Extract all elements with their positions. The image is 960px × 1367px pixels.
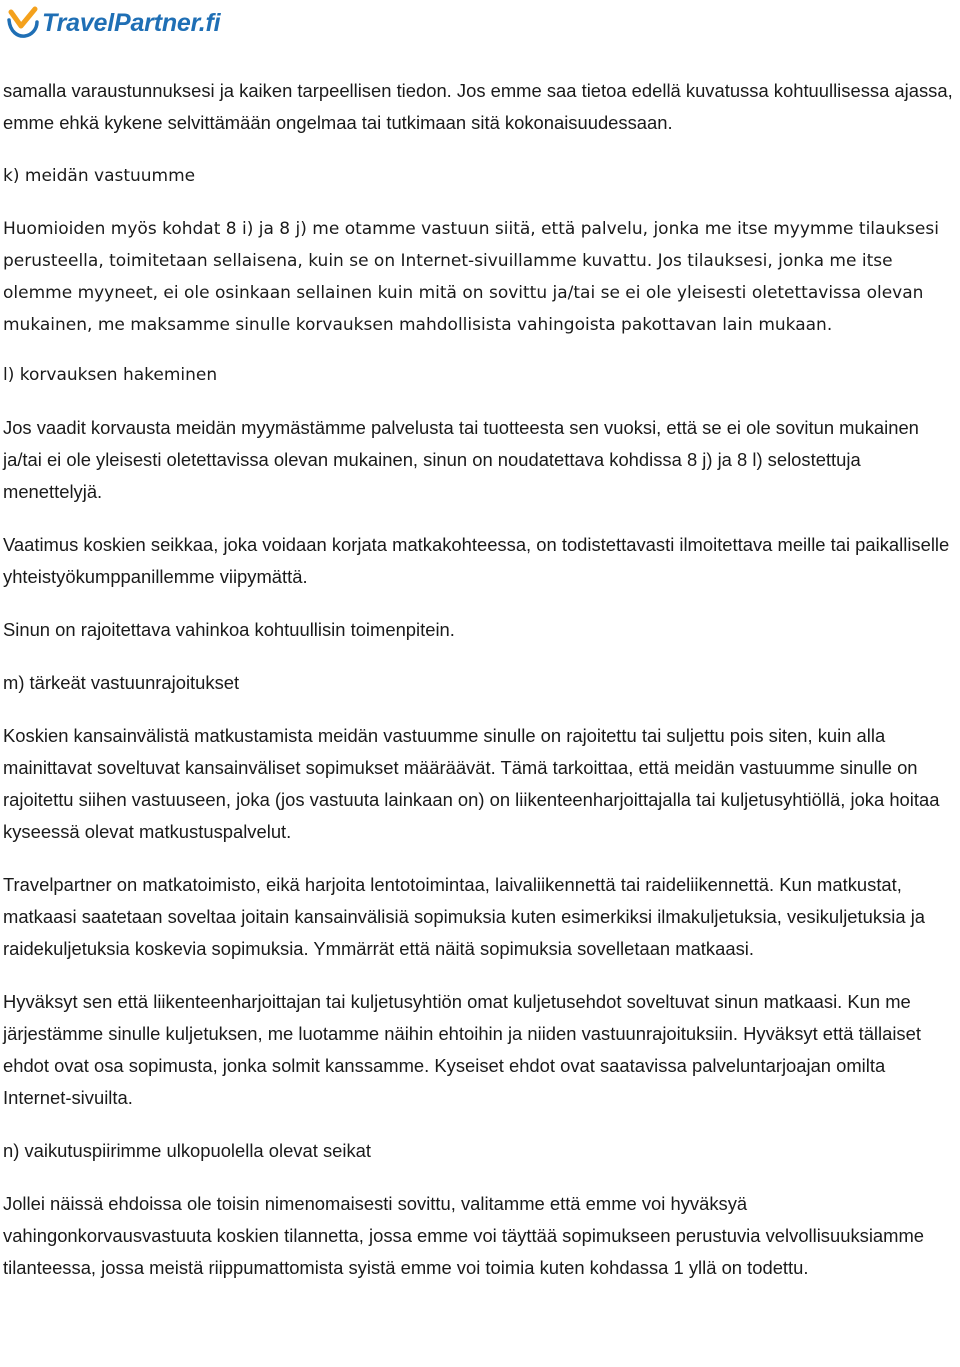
- paragraph-m-agency: Travelpartner on matkatoimisto, eikä harjoita lentotoimintaa, laivaliikennettä tai raideliikennettä. Kun matkustat, matkaasi saatetaan soveltaa joitain kansainvälisiä sopimuksia kuten esimerkiksi ilmakuljetuksia, vesikuljetuksia ja raidekuljetuksia koskevia sopimuksia. Ymmärrät että näitä sopimuksia sovelletaan matkaasi.: [3, 874, 926, 959]
- paragraph-intro: samalla varaustunnuksesi ja kaiken tarpeellisen tiedon. Jos emme saa tietoa edellä kuvatussa kohtuullisessa ajassa, emme ehkä kykene selvittämään ongelmaa tai tutkimaan sitä kokonaisuudessaan.: [3, 80, 953, 133]
- section-heading-l: l) korvauksen hakeminen: [3, 365, 218, 385]
- paragraph-n-body: Jollei näissä ehdoissa ole toisin nimenomaisesti sovittu, valitamme että emme voi hyväksyä vahingonkorvausvastuuta koskien tilannetta, jossa emme voi täyttää sopimukseen perustuvia velvollisuuksiamme tilanteessa, jossa meistä riippumattomista syistä emme voi toimia kuten kohdassa 1 yllä on todettu.: [3, 1193, 925, 1278]
- document-body: [3, 75, 957, 1305]
- paragraph-l-claim: Vaatimus koskien seikkaa, joka voidaan korjata matkakohteessa, on todistettavasti ilmoitettava meille tai paikalliselle yhteistyökumppanillemme viipymättä.: [3, 534, 950, 587]
- paragraph-l-body: Jos vaadit korvausta meidän myymästämme palvelusta tai tuotteesta sen vuoksi, että se ei ole sovitun mukainen ja/tai ei ole yleisesti oletettavissa olevan mukainen, sinun on noudatettava kohdissa 8 j) ja 8 l) selostettuja menettelyjä.: [3, 417, 919, 502]
- paragraph-m-terms: Hyväksyt sen että liikenteenharjoittajan tai kuljetusyhtiön omat kuljetusehdot soveltuvat sinun matkaasi. Kun me järjestämme sinulle kuljetuksen, me luotamme näihin ehtoihin ja niiden vastuunrajoituksiin. Hyväksyt että tällaiset ehdot ovat osa sopimusta, jonka solmit kanssamme. Kyseiset ehdot ovat saatavissa palveluntarjoajan omilta Internet-sivuilta.: [3, 991, 921, 1108]
- section-heading-k: k) meidän vastuumme: [3, 166, 196, 186]
- section-heading-n: n) vaikutuspiirimme ulkopuolella olevat seikat: [3, 1140, 371, 1161]
- logo-text[interactable]: TravelPartner.fi: [42, 9, 221, 37]
- section-heading-m: m) tärkeät vastuunrajoitukset: [3, 672, 240, 693]
- travelpartner-logo-icon[interactable]: [6, 6, 40, 40]
- site-header: [6, 4, 220, 42]
- paragraph-l-limit: Sinun on rajoitettava vahinkoa kohtuullisin toimenpitein.: [3, 619, 455, 640]
- paragraph-k-body: Huomioiden myös kohdat 8 i) ja 8 j) me otamme vastuun siitä, että palvelu, jonka me itse myymme tilauksesi perusteella, toimitetaan sellaisena, kuin se on Internet-sivuillamme kuvattu. Jos tilauksesi, jonka me itse olemme myyneet, ei ole osinkaan sellainen kuin mitä on sovittu ja/tai se ei ole yleisesti oletettavissa olevan mukainen, me maksamme sinulle korvauksen mahdollisista vahingoista pakottavan lain mukaan.: [3, 219, 939, 335]
- paragraph-m-body: Koskien kansainvälistä matkustamista meidän vastuumme sinulle on rajoitettu tai suljettu pois siten, kuin alla mainittavat soveltuvat kansainväliset sopimukset määräävät. Tämä tarkoittaa, että meidän vastuumme sinulle on rajoitettu siihen vastuuseen, joka (jos vastuuta lainkaan on) on liikenteenharjoittajalla tai kuljetusyhtiöllä, joka hoitaa kyseessä olevat matkustuspalvelut.: [3, 725, 940, 842]
